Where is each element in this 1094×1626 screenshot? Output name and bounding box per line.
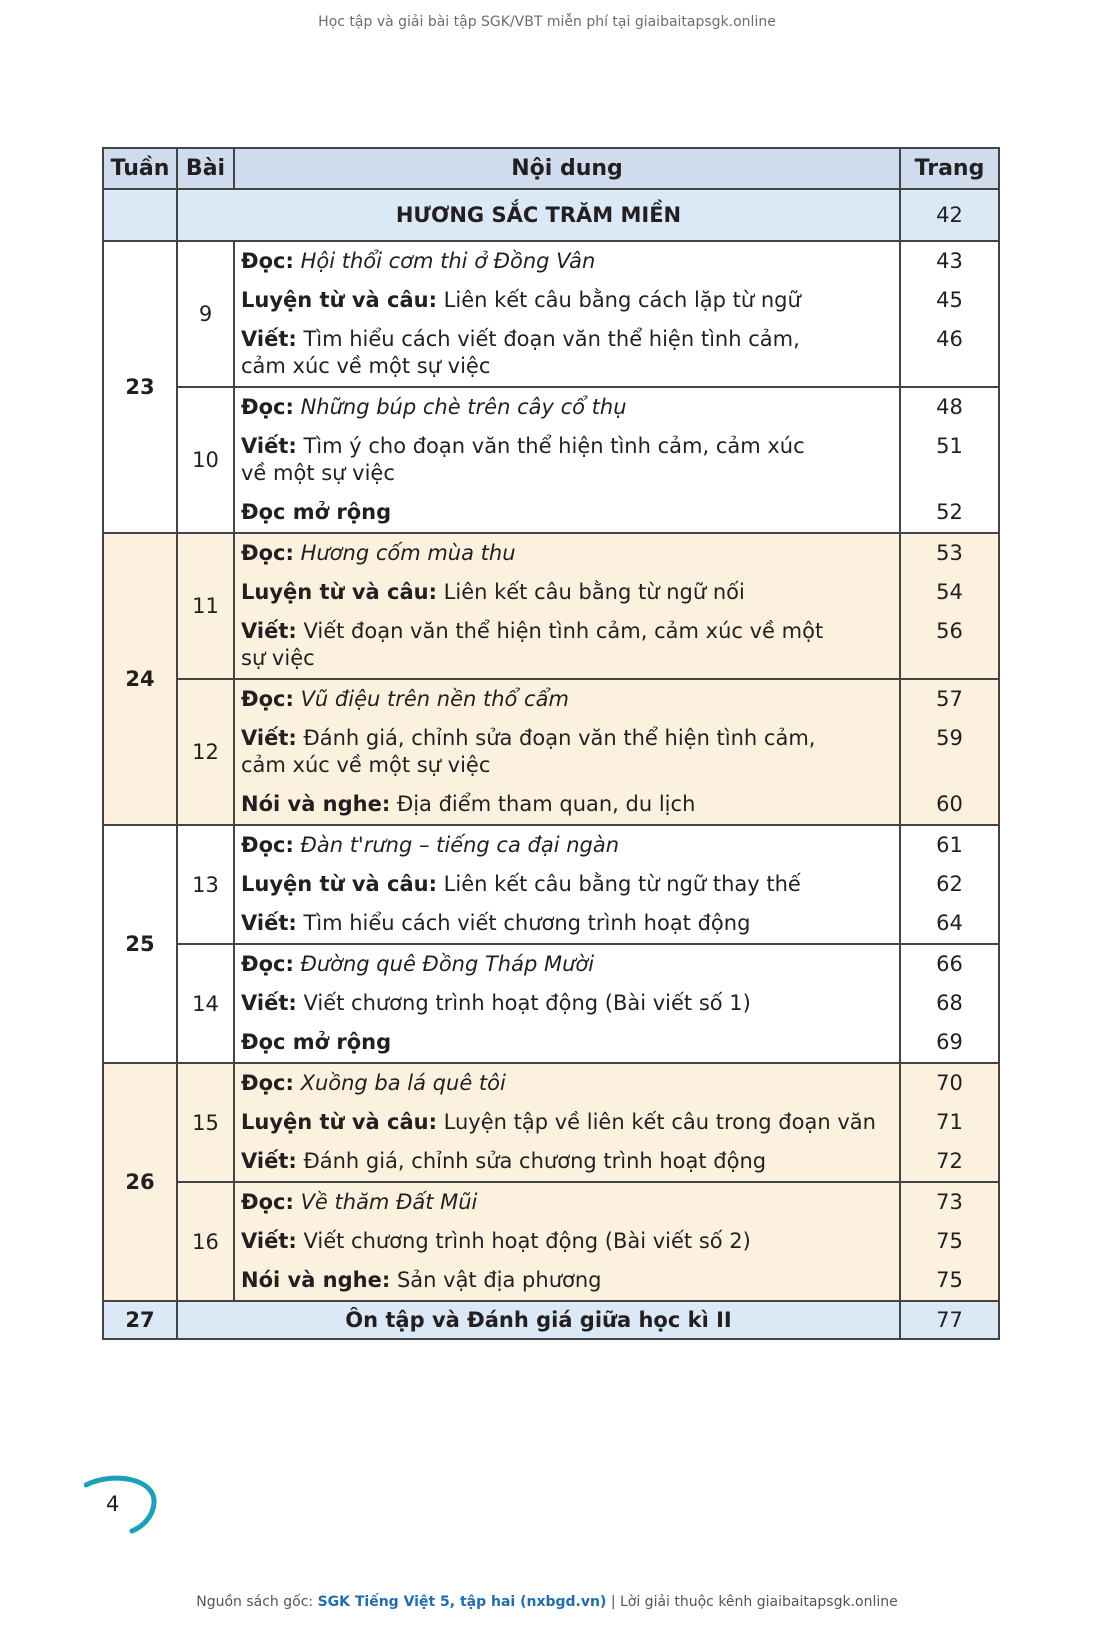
lesson-content — [234, 241, 900, 387]
lesson-number: 16 — [177, 1182, 234, 1301]
item-text: Liên kết câu bằng cách lặp từ ngữ — [443, 288, 801, 312]
page-ref: 73 — [936, 1190, 963, 1214]
footer-source-link[interactable]: SGK Tiếng Việt 5, tập hai (nxbgd.vn) — [317, 1594, 607, 1610]
item-text: Tìm hiểu cách viết đoạn văn thể hiện tình cảm, — [303, 327, 800, 351]
page-number: 4 — [106, 1492, 120, 1516]
item-label: Đọc: — [241, 833, 294, 857]
section-row — [103, 189, 999, 241]
item-text: Vũ điệu trên nền thổ cẩm — [300, 687, 569, 711]
page-ref: 71 — [936, 1110, 963, 1134]
table-row — [103, 679, 999, 825]
page-ref: 75 — [936, 1268, 963, 1292]
item-text: Đánh giá, chỉnh sửa đoạn văn thể hiện tình cảm, — [303, 726, 816, 750]
week-number: 26 — [103, 1063, 177, 1301]
week-number: 24 — [103, 533, 177, 825]
page-ref: 46 — [936, 327, 963, 351]
page-ref: 64 — [936, 911, 963, 935]
content-line — [241, 1109, 899, 1136]
item-label: Luyện từ và câu: — [241, 1110, 437, 1134]
content-line — [241, 287, 899, 314]
item-label: Viết: — [241, 991, 297, 1015]
item-label: Luyện từ và câu: — [241, 288, 437, 312]
content-line — [241, 686, 899, 713]
page-corner-arc-icon — [84, 1475, 164, 1535]
lesson-content — [234, 533, 900, 679]
item-label: Viết: — [241, 434, 297, 458]
page-ref: 75 — [936, 1229, 963, 1253]
item-text: Viết chương trình hoạt động (Bài viết số 1) — [303, 991, 751, 1015]
section-page: 42 — [900, 189, 999, 241]
item-text: Những búp chè trên cây cổ thụ — [300, 395, 627, 419]
item-label: Đọc: — [241, 1190, 294, 1214]
item-text: Sản vật địa phương — [396, 1268, 602, 1292]
review-title: Ôn tập và Đánh giá giữa học kì II — [177, 1301, 900, 1339]
section-title: HƯƠNG SẮC TRĂM MIỀN — [177, 189, 900, 241]
item-label: Đọc mở rộng — [241, 500, 392, 524]
page-ref: 52 — [936, 500, 963, 524]
page-ref: 48 — [936, 395, 963, 419]
week-number: 25 — [103, 825, 177, 1063]
lesson-content — [234, 1063, 900, 1182]
content-line — [241, 326, 899, 380]
page-ref: 57 — [936, 687, 963, 711]
content-line — [241, 832, 899, 859]
page-ref: 69 — [936, 1030, 963, 1054]
item-label: Viết: — [241, 1149, 297, 1173]
item-label: Đọc: — [241, 1071, 294, 1095]
item-label: Viết: — [241, 327, 297, 351]
page-ref: 51 — [936, 434, 963, 458]
lesson-pages — [900, 387, 999, 533]
page-footer — [0, 1594, 1094, 1610]
footer-suffix: | Lời giải thuộc kênh giaibaitapsgk.online — [610, 1594, 898, 1610]
content-line — [241, 871, 899, 898]
column-header-content: Nội dung — [234, 148, 900, 189]
lesson-pages — [900, 1182, 999, 1301]
review-row — [103, 1301, 999, 1339]
item-text: Về thăm Đất Mũi — [300, 1190, 478, 1214]
footer-prefix: Nguồn sách gốc: — [196, 1594, 314, 1610]
item-label: Đọc: — [241, 249, 294, 273]
table-row — [103, 1063, 999, 1182]
content-line — [241, 951, 899, 978]
item-text: Địa điểm tham quan, du lịch — [396, 792, 696, 816]
content-line — [241, 990, 899, 1017]
content-line — [241, 1267, 899, 1294]
content-line — [241, 1070, 899, 1097]
item-text: Viết đoạn văn thể hiện tình cảm, cảm xúc về một — [303, 619, 824, 643]
lesson-pages — [900, 241, 999, 387]
page-ref: 56 — [936, 619, 963, 643]
lesson-content — [234, 825, 900, 944]
item-label: Viết: — [241, 911, 297, 935]
item-label: Luyện từ và câu: — [241, 580, 437, 604]
content-line — [241, 433, 899, 487]
week-number: 23 — [103, 241, 177, 533]
item-label: Đọc: — [241, 541, 294, 565]
item-label: Đọc: — [241, 687, 294, 711]
item-label: Đọc: — [241, 952, 294, 976]
content-line — [241, 1228, 899, 1255]
content-line — [241, 394, 899, 421]
item-text-continued: cảm xúc về một sự việc — [241, 753, 491, 777]
item-text: Liên kết câu bằng từ ngữ thay thế — [443, 872, 801, 896]
page-ref: 68 — [936, 991, 963, 1015]
lesson-pages — [900, 679, 999, 825]
table-header-row — [103, 148, 999, 189]
lesson-number: 11 — [177, 533, 234, 679]
review-page: 77 — [900, 1301, 999, 1339]
item-text: Đánh giá, chỉnh sửa chương trình hoạt động — [303, 1149, 767, 1173]
item-label: Viết: — [241, 619, 297, 643]
item-text: Đường quê Đồng Tháp Mười — [300, 952, 595, 976]
content-line — [241, 579, 899, 606]
table-of-contents — [102, 147, 1000, 1340]
lesson-content — [234, 944, 900, 1063]
table-row — [103, 533, 999, 679]
lesson-number: 12 — [177, 679, 234, 825]
item-label: Viết: — [241, 1229, 297, 1253]
item-text: Tìm ý cho đoạn văn thể hiện tình cảm, cảm xúc — [303, 434, 805, 458]
column-header-week: Tuần — [103, 148, 177, 189]
table-row — [103, 944, 999, 1063]
content-line — [241, 791, 899, 818]
table-row — [103, 241, 999, 387]
page-ref: 60 — [936, 792, 963, 816]
column-header-lesson: Bài — [177, 148, 234, 189]
page-header: Học tập và giải bài tập SGK/VBT miễn phí tại giaibaitapsgk.online — [318, 14, 776, 30]
item-text: Hội thổi cơm thi ở Đồng Vân — [300, 249, 596, 273]
content-line — [241, 540, 899, 567]
page-ref: 45 — [936, 288, 963, 312]
lesson-number: 13 — [177, 825, 234, 944]
item-label: Viết: — [241, 726, 297, 750]
content-line — [241, 910, 899, 937]
lesson-number: 10 — [177, 387, 234, 533]
lesson-content — [234, 387, 900, 533]
item-label: Đọc mở rộng — [241, 1030, 392, 1054]
table-row — [103, 1182, 999, 1301]
table-row — [103, 825, 999, 944]
item-text: Luyện tập về liên kết câu trong đoạn văn — [443, 1110, 876, 1134]
page-ref: 43 — [936, 249, 963, 273]
lesson-pages — [900, 944, 999, 1063]
content-line — [241, 725, 899, 779]
page-ref: 61 — [936, 833, 963, 857]
page-ref: 72 — [936, 1149, 963, 1173]
lesson-content — [234, 679, 900, 825]
item-text: Xuồng ba lá quê tôi — [300, 1071, 506, 1095]
table-row — [103, 387, 999, 533]
item-text: Hương cốm mùa thu — [300, 541, 516, 565]
review-week: 27 — [103, 1301, 177, 1339]
item-label: Đọc: — [241, 395, 294, 419]
item-text-continued: sự việc — [241, 646, 315, 670]
content-line — [241, 618, 899, 672]
lesson-number: 14 — [177, 944, 234, 1063]
item-text: Liên kết câu bằng từ ngữ nối — [443, 580, 745, 604]
lesson-number: 9 — [177, 241, 234, 387]
item-text-continued: về một sự việc — [241, 461, 395, 485]
content-line — [241, 1029, 899, 1056]
lesson-pages — [900, 533, 999, 679]
item-text-continued: cảm xúc về một sự việc — [241, 354, 491, 378]
content-line — [241, 499, 899, 526]
item-text: Viết chương trình hoạt động (Bài viết số 2) — [303, 1229, 751, 1253]
content-line — [241, 1148, 899, 1175]
content-line — [241, 248, 899, 275]
item-text: Tìm hiểu cách viết chương trình hoạt động — [303, 911, 751, 935]
item-label: Nói và nghe: — [241, 792, 391, 816]
page-ref: 53 — [936, 541, 963, 565]
item-label: Luyện từ và câu: — [241, 872, 437, 896]
page-ref: 70 — [936, 1071, 963, 1095]
lesson-pages — [900, 1063, 999, 1182]
page-ref: 59 — [936, 726, 963, 750]
content-line — [241, 1189, 899, 1216]
lesson-pages — [900, 825, 999, 944]
page-ref: 54 — [936, 580, 963, 604]
lesson-number: 15 — [177, 1063, 234, 1182]
lesson-content — [234, 1182, 900, 1301]
item-label: Nói và nghe: — [241, 1268, 391, 1292]
section-empty-cell — [103, 189, 177, 241]
page-ref: 66 — [936, 952, 963, 976]
column-header-page: Trang — [900, 148, 999, 189]
page-ref: 62 — [936, 872, 963, 896]
item-text: Đàn t'rưng – tiếng ca đại ngàn — [300, 833, 620, 857]
